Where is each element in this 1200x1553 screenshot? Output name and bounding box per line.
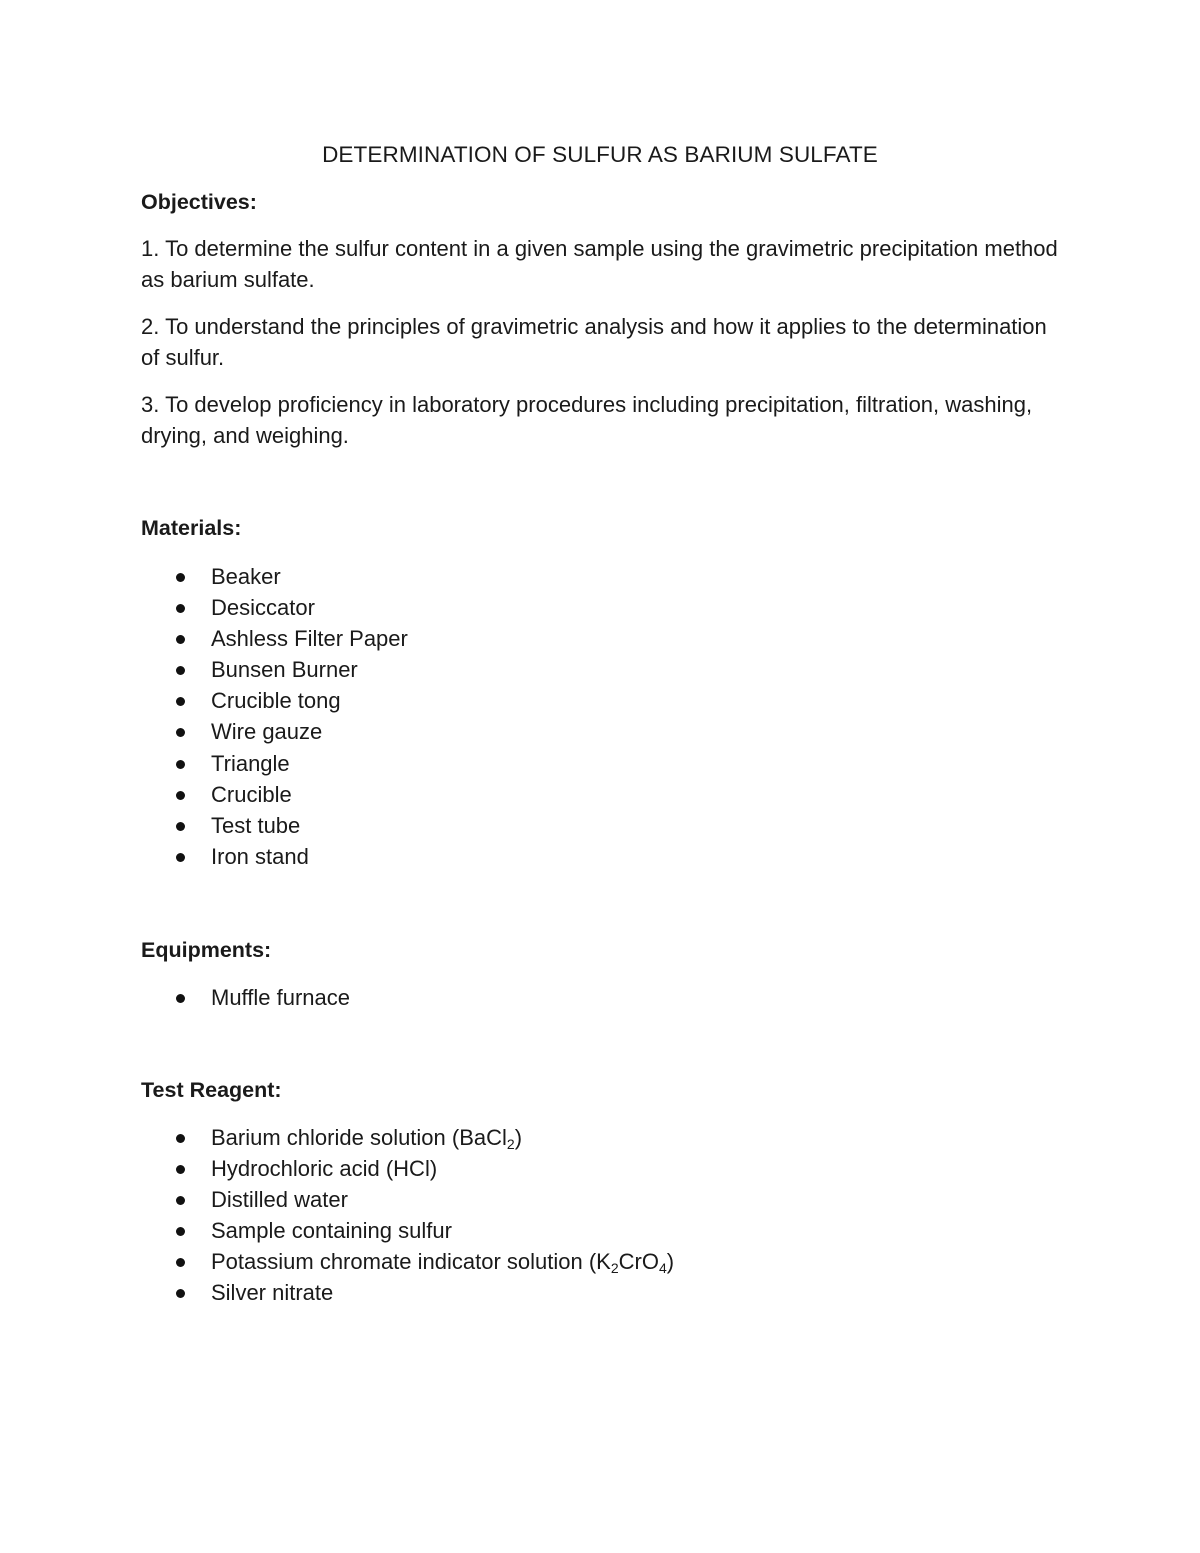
- list-item: [141, 1122, 674, 1153]
- material-label: Ashless Filter Paper: [211, 626, 408, 652]
- reagent-text: Barium chloride solution (BaCl: [211, 1125, 507, 1150]
- materials-heading: Materials:: [141, 516, 242, 540]
- reagent-text: Potassium chromate indicator solution (K: [211, 1249, 611, 1275]
- bullet-icon: [176, 822, 185, 831]
- reagent-label-water: Distilled water: [211, 1187, 348, 1213]
- list-item: [141, 1277, 674, 1308]
- material-label: Triangle: [211, 750, 290, 776]
- bullet-icon: [176, 760, 185, 769]
- bullet-icon: [176, 728, 185, 737]
- reagent-label-potassium-chromate: [211, 1249, 675, 1277]
- material-label: Wire gauze: [211, 719, 323, 745]
- list-item: [141, 1153, 674, 1184]
- material-label: Beaker: [211, 564, 281, 589]
- material-label: Crucible tong: [211, 688, 341, 714]
- material-label: Desiccator: [211, 595, 315, 621]
- material-label: Test tube: [211, 812, 301, 838]
- bullet-icon: [176, 994, 185, 1003]
- bullet-icon: [176, 853, 185, 862]
- subscript: 4: [658, 1260, 667, 1277]
- bullet-icon: [176, 1289, 185, 1298]
- list-item: [141, 748, 408, 779]
- reagent-label-sample: Sample containing sulfur: [211, 1218, 452, 1244]
- bullet-icon: [176, 1227, 185, 1236]
- bullet-icon: [176, 1134, 185, 1143]
- bullet-icon: [176, 697, 185, 706]
- test-reagent-list: [141, 1122, 674, 1309]
- list-item: [141, 592, 408, 623]
- bullet-icon: [176, 1196, 185, 1205]
- bullet-icon: [176, 1258, 185, 1267]
- material-label: Iron stand: [211, 843, 309, 869]
- subscript: 2: [610, 1260, 619, 1277]
- bullet-icon: [176, 1165, 185, 1174]
- subscript: 2: [506, 1136, 515, 1152]
- list-item: [141, 561, 408, 592]
- material-label: Crucible: [211, 781, 292, 807]
- list-item: [141, 982, 350, 1013]
- reagent-text-tail: ): [514, 1125, 523, 1150]
- reagent-label-barium-chloride: [211, 1125, 522, 1150]
- equipments-list: [141, 982, 350, 1013]
- objectives-heading: Objectives:: [141, 190, 257, 214]
- materials-list: [141, 561, 408, 872]
- bullet-icon: [176, 635, 185, 644]
- list-item: [141, 841, 408, 872]
- list-item: [141, 623, 408, 654]
- list-item: [141, 716, 408, 747]
- list-item: [141, 1246, 674, 1277]
- list-item: [141, 810, 408, 841]
- material-label: Bunsen Burner: [211, 657, 358, 683]
- list-item: [141, 1215, 674, 1246]
- list-item: [141, 685, 408, 716]
- list-item: [141, 654, 408, 685]
- equipment-label: Muffle furnace: [211, 985, 351, 1010]
- bullet-icon: [176, 604, 185, 613]
- bullet-icon: [176, 573, 185, 582]
- objective-item-1: 1. To determine the sulfur content in a given sample using the gravimetric precipitation method as barium sulfate.: [141, 236, 1058, 292]
- reagent-label-silver-nitrate: Silver nitrate: [211, 1280, 334, 1306]
- reagent-text-mid: CrO: [618, 1249, 659, 1275]
- objective-item-2: 2. To understand the principles of gravimetric analysis and how it applies to the determination of sulfur.: [141, 314, 1047, 370]
- objective-item-3: 3. To develop proficiency in laboratory procedures including precipitation, filtration, washing, drying, and weighing.: [141, 392, 1033, 448]
- document-title: DETERMINATION OF SULFUR AS BARIUM SULFATE: [322, 142, 878, 167]
- reagent-text-tail: ): [666, 1249, 675, 1275]
- bullet-icon: [176, 791, 185, 800]
- reagent-label-hcl: Hydrochloric acid (HCl): [211, 1156, 438, 1182]
- equipments-heading: Equipments:: [141, 938, 272, 962]
- list-item: [141, 1184, 674, 1215]
- bullet-icon: [176, 666, 185, 675]
- list-item: [141, 779, 408, 810]
- test-reagent-heading: Test Reagent:: [141, 1078, 282, 1102]
